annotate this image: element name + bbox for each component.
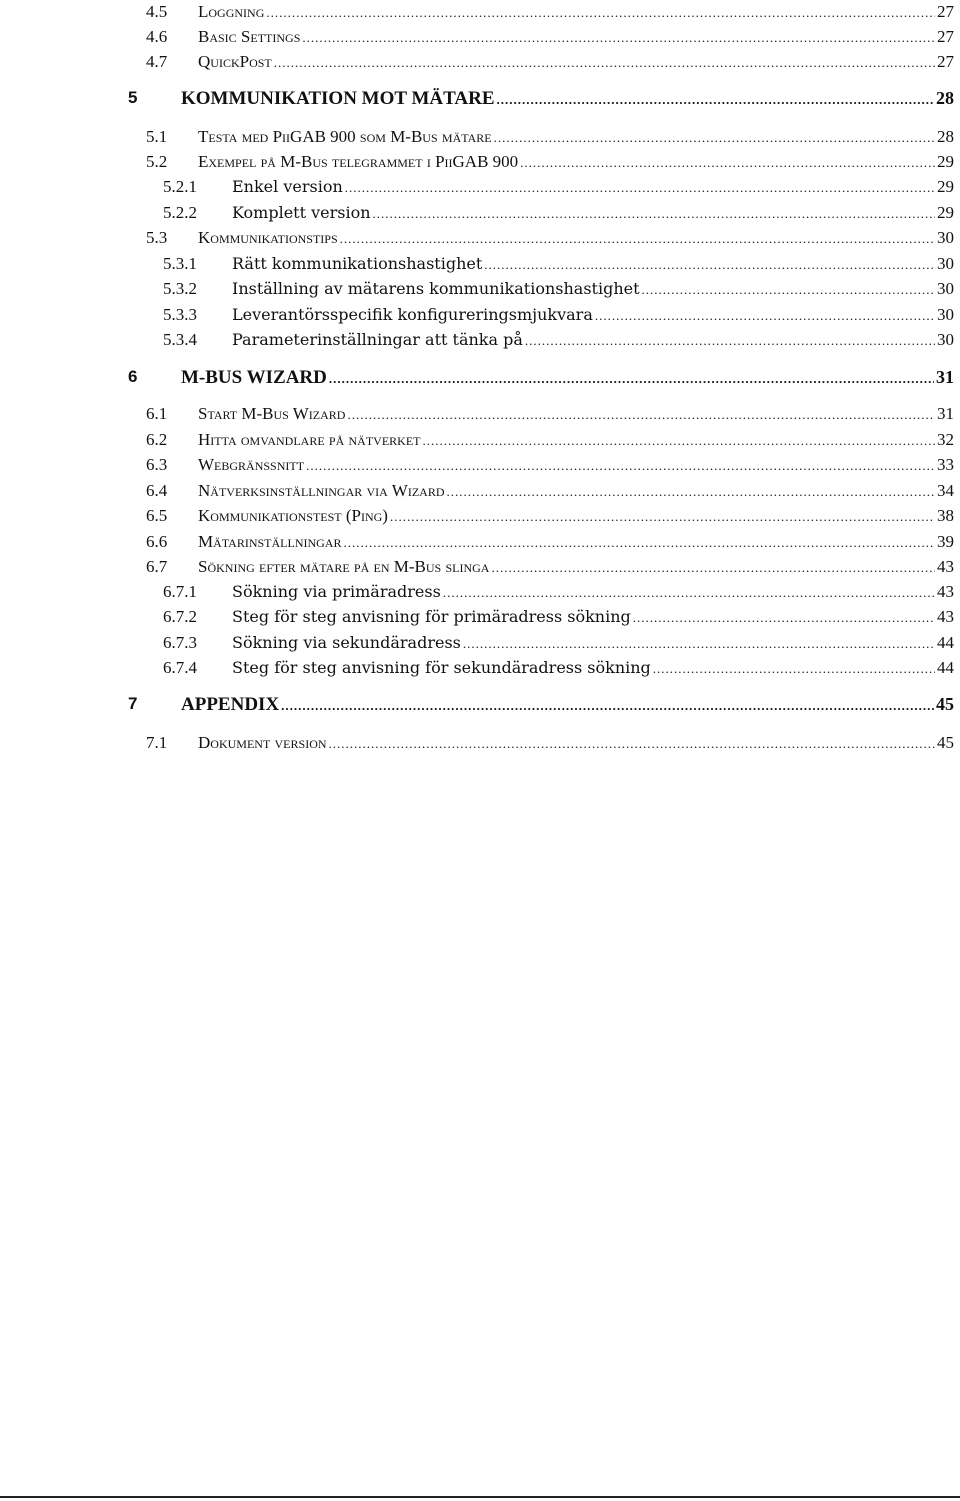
toc-entry-title: Leverantörsspecifik konfigureringsmjukvara (232, 305, 593, 324)
toc-entry[interactable] (0, 557, 954, 581)
toc-entry[interactable] (0, 152, 954, 176)
toc-entry-number: 6.1 (146, 404, 168, 423)
toc-entry-page: 30 (937, 228, 954, 247)
toc-dot-leader (463, 636, 935, 652)
toc-entry-number: 5.2.2 (163, 203, 197, 222)
toc-dot-leader (373, 206, 935, 222)
toc-entry-number: 6.7.1 (163, 582, 197, 601)
toc-entry[interactable] (0, 279, 954, 303)
toc-entry-title: Steg för steg anvisning för sekundäradress sökning (232, 658, 651, 677)
toc-entry-number: 6 (128, 367, 138, 386)
toc-dot-leader (423, 433, 936, 449)
toc-dot-leader (343, 535, 935, 551)
toc-entry-title: Nätverksinställningar via Wizard (198, 481, 445, 500)
toc-entry-number: 6.7.2 (163, 607, 197, 626)
toc-entry-page: 28 (937, 127, 954, 146)
toc-dot-leader (329, 736, 935, 752)
toc-entry-title: Komplett version (232, 203, 371, 222)
toc-entry[interactable] (0, 2, 954, 26)
toc-entry-number: 7.1 (146, 733, 168, 752)
toc-entry[interactable] (0, 481, 954, 505)
footer-rule (0, 1496, 960, 1498)
toc-entry-page: 44 (937, 633, 954, 652)
toc-entry-page: 27 (937, 52, 954, 71)
toc-dot-leader (340, 231, 935, 247)
toc-entry-page: 44 (937, 658, 954, 677)
toc-entry[interactable] (0, 582, 954, 606)
toc-entry[interactable] (0, 607, 954, 631)
toc-entry-page: 45 (936, 694, 954, 714)
toc-entry[interactable] (0, 203, 954, 227)
toc-entry-title: Kommunikationstips (198, 228, 338, 247)
toc-entry-number: 5.3.1 (163, 254, 197, 273)
toc-entry-page: 30 (937, 305, 954, 324)
toc-entry-number: 5 (128, 88, 138, 107)
toc-dot-leader (491, 560, 935, 576)
toc-entry-number: 5.2.1 (163, 177, 197, 196)
toc-dot-leader (595, 308, 935, 324)
toc-dot-leader (443, 585, 935, 601)
toc-dot-leader (653, 661, 935, 677)
toc-entry[interactable] (0, 27, 954, 51)
toc-dot-leader (390, 509, 935, 525)
toc-entry[interactable] (0, 633, 954, 657)
toc-entry-title: Sökning via primäradress (232, 582, 441, 601)
toc-entry-title: Kommunikationstest (Ping) (198, 506, 388, 525)
toc-entry-page: 34 (937, 481, 954, 500)
toc-entry[interactable] (0, 254, 954, 278)
toc-entry-number: 6.7 (146, 557, 168, 576)
toc-dot-leader (306, 458, 935, 474)
toc-entry-page: 31 (937, 404, 954, 423)
toc-dot-leader (447, 484, 936, 500)
toc-entry-page: 30 (937, 279, 954, 298)
toc-entry-title: Exempel på M-Bus telegrammet i PiiGAB 900 (198, 152, 519, 171)
toc-entry-number: 4.6 (146, 27, 168, 46)
toc-dot-leader (484, 257, 935, 273)
toc-dot-leader (525, 333, 935, 349)
toc-entry[interactable] (0, 430, 954, 454)
toc-entry-number: 6.3 (146, 455, 168, 474)
toc-dot-leader (281, 698, 934, 714)
toc-entry-number: 6.2 (146, 430, 168, 449)
toc-dot-leader (345, 180, 935, 196)
toc-entry-title: KOMMUNIKATION MOT MÄTARE (181, 88, 495, 109)
toc-entry-title: Sökning via sekundäradress (232, 633, 461, 652)
toc-entry-page: 43 (937, 557, 954, 576)
toc-dot-leader (347, 407, 935, 423)
toc-entry-title: Rätt kommunikationshastighet (232, 254, 483, 273)
toc-entry[interactable] (0, 52, 954, 76)
toc-dot-leader (520, 155, 935, 171)
toc-entry-page: 32 (937, 430, 954, 449)
toc-entry-title: Webgränssnitt (198, 455, 305, 474)
toc-entry[interactable] (0, 367, 954, 391)
toc-entry-number: 6.5 (146, 506, 168, 525)
toc-entry-page: 45 (937, 733, 954, 752)
toc-entry-title: Sökning efter mätare på en M-Bus slinga (198, 557, 490, 576)
toc-entry-title: QuickPost (198, 52, 272, 71)
toc-entry-title: Parameterinställningar att tänka på (232, 330, 523, 349)
toc-entry-number: 6.7.3 (163, 633, 197, 652)
toc-entry[interactable] (0, 694, 954, 718)
toc-entry-number: 5.2 (146, 152, 168, 171)
toc-entry-title: Inställning av mätarens kommunikationshastighet (232, 279, 640, 298)
toc-entry-page: 43 (937, 607, 954, 626)
toc-entry[interactable] (0, 177, 954, 201)
toc-entry-page: 31 (936, 367, 954, 387)
toc-entry-page: 38 (937, 506, 954, 525)
toc-dot-leader (642, 282, 935, 298)
toc-entry-number: 4.7 (146, 52, 168, 71)
toc-entry[interactable] (0, 88, 954, 112)
toc-entry[interactable] (0, 404, 954, 428)
toc-entry[interactable] (0, 305, 954, 329)
toc-entry-title: Loggning (198, 2, 265, 21)
toc-entry-page: 29 (937, 152, 954, 171)
toc-entry-page: 27 (937, 2, 954, 21)
toc-dot-leader (633, 610, 935, 626)
toc-dot-leader (497, 92, 935, 108)
toc-entry-page: 30 (937, 330, 954, 349)
toc-entry-page: 29 (937, 203, 954, 222)
toc-dot-leader (274, 55, 935, 71)
toc-entry-page: 43 (937, 582, 954, 601)
toc-entry-title: M-BUS WIZARD (181, 367, 327, 388)
toc-entry-title: Testa med PiiGAB 900 som M-Bus mätare (198, 127, 492, 146)
toc-entry-page: 27 (937, 27, 954, 46)
toc-entry-title: Steg för steg anvisning för primäradress sökning (232, 607, 631, 626)
toc-entry-title: Basic Settings (198, 27, 301, 46)
toc-entry-title: Start M-Bus Wizard (198, 404, 346, 423)
toc-entry-number: 5.3.2 (163, 279, 197, 298)
toc-entry-page: 33 (937, 455, 954, 474)
toc-entry-page: 30 (937, 254, 954, 273)
toc-entry[interactable] (0, 228, 954, 252)
toc-dot-leader (266, 5, 935, 21)
toc-entry-page: 39 (937, 532, 954, 551)
toc-entry-number: 5.3 (146, 228, 168, 247)
toc-entry-title: APPENDIX (181, 694, 280, 715)
toc-entry-page: 28 (936, 88, 954, 108)
toc-entry-title: Dokument version (198, 733, 327, 752)
toc-entry[interactable] (0, 658, 954, 682)
toc-dot-leader (302, 30, 935, 46)
toc-entry-title: Mätarinställningar (198, 532, 342, 551)
toc-entry[interactable] (0, 506, 954, 530)
toc-dot-leader (329, 371, 934, 387)
toc-entry-number: 6.6 (146, 532, 168, 551)
toc-entry-number: 6.7.4 (163, 658, 197, 677)
toc-entry-number: 7 (128, 694, 138, 713)
toc-entry[interactable] (0, 330, 954, 354)
toc-entry-number: 5.1 (146, 127, 168, 146)
toc-entry-title: Enkel version (232, 177, 343, 196)
toc-entry[interactable] (0, 532, 954, 556)
toc-entry-title: Hitta omvandlare på nätverket (198, 430, 421, 449)
toc-entry-number: 5.3.3 (163, 305, 197, 324)
toc-entry[interactable] (0, 733, 954, 757)
toc-entry[interactable] (0, 127, 954, 151)
toc-entry[interactable] (0, 455, 954, 479)
toc-entry-page: 29 (937, 177, 954, 196)
toc-entry-number: 4.5 (146, 2, 168, 21)
toc-entry-number: 5.3.4 (163, 330, 197, 349)
toc-dot-leader (494, 130, 935, 146)
toc-entry-number: 6.4 (146, 481, 168, 500)
